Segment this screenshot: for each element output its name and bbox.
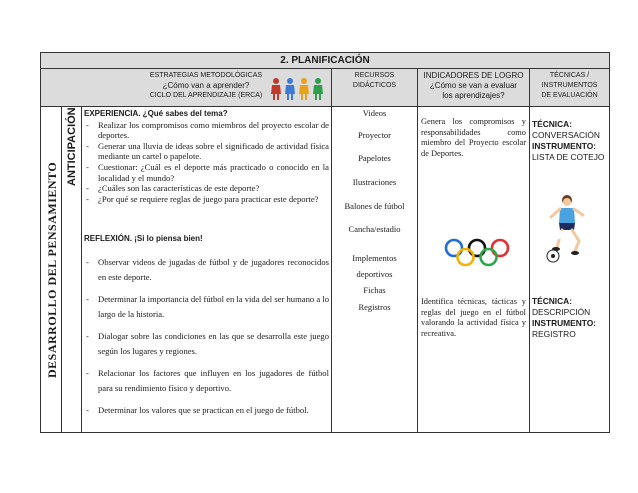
techniques-header <box>530 71 609 101</box>
list-item: - Relacionar los factores que influyen en los jugadores de fútbol para su rendimiento físico y deportivo. <box>84 366 329 396</box>
list-item: - ¿Por qué se requiere reglas de juego para practicar este deporte? <box>84 194 329 205</box>
planning-table <box>40 52 610 433</box>
list-item: Registros <box>358 302 391 312</box>
instrument-label: INSTRUMENTO: <box>532 318 597 328</box>
anticipation-label: ANTICIPACIÓN <box>66 107 78 186</box>
strategies-header-line: ESTRATEGIAS METODOLÓGICAS <box>149 72 263 79</box>
list-item: Ilustraciones <box>352 177 397 187</box>
section-title: 2. PLANIFICACIÓN <box>41 53 609 68</box>
list-item: Videos <box>362 108 387 118</box>
reflection-section <box>84 255 329 418</box>
list-item: - Dialogar sobre las condiciones en las que se desarrolla este juego según los lugares y regiones. <box>84 329 329 359</box>
techniques-header-line: DE EVALUACIÓN <box>541 92 598 99</box>
indicators-header-line: los aprendizajes? <box>442 91 505 100</box>
list-item: - Determinar los valores que se practican en el juego de fútbol. <box>84 403 329 418</box>
list-item: - ¿Cuáles son las características de este deporte? <box>84 183 329 194</box>
list-item: - Observar videos de jugadas de fútbol y de jugadores reconocidos en este deporte. <box>84 255 329 285</box>
instrument-label: INSTRUMENTO: <box>532 141 597 151</box>
indicators-header <box>418 71 529 101</box>
experience-list <box>84 120 329 205</box>
reflection-heading: REFLEXIÓN. ¡Si lo piensa bien! <box>84 234 203 243</box>
divider <box>61 107 62 432</box>
instrument-value: LISTA DE COTEJO <box>532 152 605 162</box>
experience-section <box>84 109 329 204</box>
experience-heading: EXPERIENCIA. ¿Qué sabes del tema? <box>84 109 228 118</box>
technique-block-2 <box>532 296 609 340</box>
list-item: - Realizar los compromisos como miembros del proyecto escolar de deportes. <box>84 120 329 141</box>
list-item: Balones de fútbol <box>344 201 405 211</box>
indicators-header-line: INDICADORES DE LOGRO <box>423 71 524 80</box>
list-item: - Determinar la importancia del fútbol en la vida del ser humano a lo largo de la historia. <box>84 292 329 322</box>
technique-label: TÉCNICA: <box>532 119 573 129</box>
resources-header-line: DIDÁCTICOS <box>352 82 397 89</box>
list-item: Papelotes <box>358 153 391 163</box>
indicator-first: Genera los compromisos y responsabilidades como miembro del Proyecto escolar de Deportes. <box>421 117 526 158</box>
divider <box>331 68 332 432</box>
technique-value: CONVERSACIÓN <box>532 130 600 140</box>
indicators-header-line: ¿Cómo se van a evaluar <box>429 81 518 90</box>
divider <box>417 68 418 432</box>
technique-label: TÉCNICA: <box>532 296 573 306</box>
technique-value: DESCRIPCIÓN <box>532 307 591 317</box>
list-item: Fichas <box>363 285 386 295</box>
list-item: - Generar una lluvia de ideas sobre el significado de actividad física mediante un cartel o papelote. <box>84 141 329 162</box>
resources-header <box>332 71 417 91</box>
list-item: deportivos <box>356 269 393 279</box>
olympic-rings-icon <box>443 238 511 268</box>
strategies-header-line: ¿Cómo van a aprender? <box>162 81 250 90</box>
development-label: DESARROLLO DEL PENSAMIENTO <box>45 161 59 378</box>
instrument-value: REGISTRO <box>532 329 576 339</box>
children-icon <box>269 77 325 101</box>
list-item: Cancha/estadio <box>348 224 401 234</box>
reflection-list <box>84 255 329 418</box>
resources-header-line: RECURSOS <box>354 72 395 79</box>
divider <box>81 107 82 432</box>
techniques-header-line: TÉCNICAS / <box>549 72 590 79</box>
divider <box>41 106 609 107</box>
techniques-header-line: INSTRUMENTOS <box>541 82 598 89</box>
soccer-player-icon <box>541 193 593 263</box>
divider <box>529 68 530 432</box>
list-item: Proyector <box>357 130 392 140</box>
list-item: - Cuestionar: ¿Cuál es el deporte más practicado o conocido en la localidad y el mundo? <box>84 162 329 183</box>
list-item: Implementos <box>352 253 397 263</box>
strategies-header-line: CICLO DEL APRENDIZAJE (ERCA) <box>149 92 263 99</box>
technique-block-1 <box>532 119 609 163</box>
indicator-second: Identifica técnicas, tácticas y reglas del juego en el fútbol valorando la actividad física y recreativa. <box>421 297 526 338</box>
